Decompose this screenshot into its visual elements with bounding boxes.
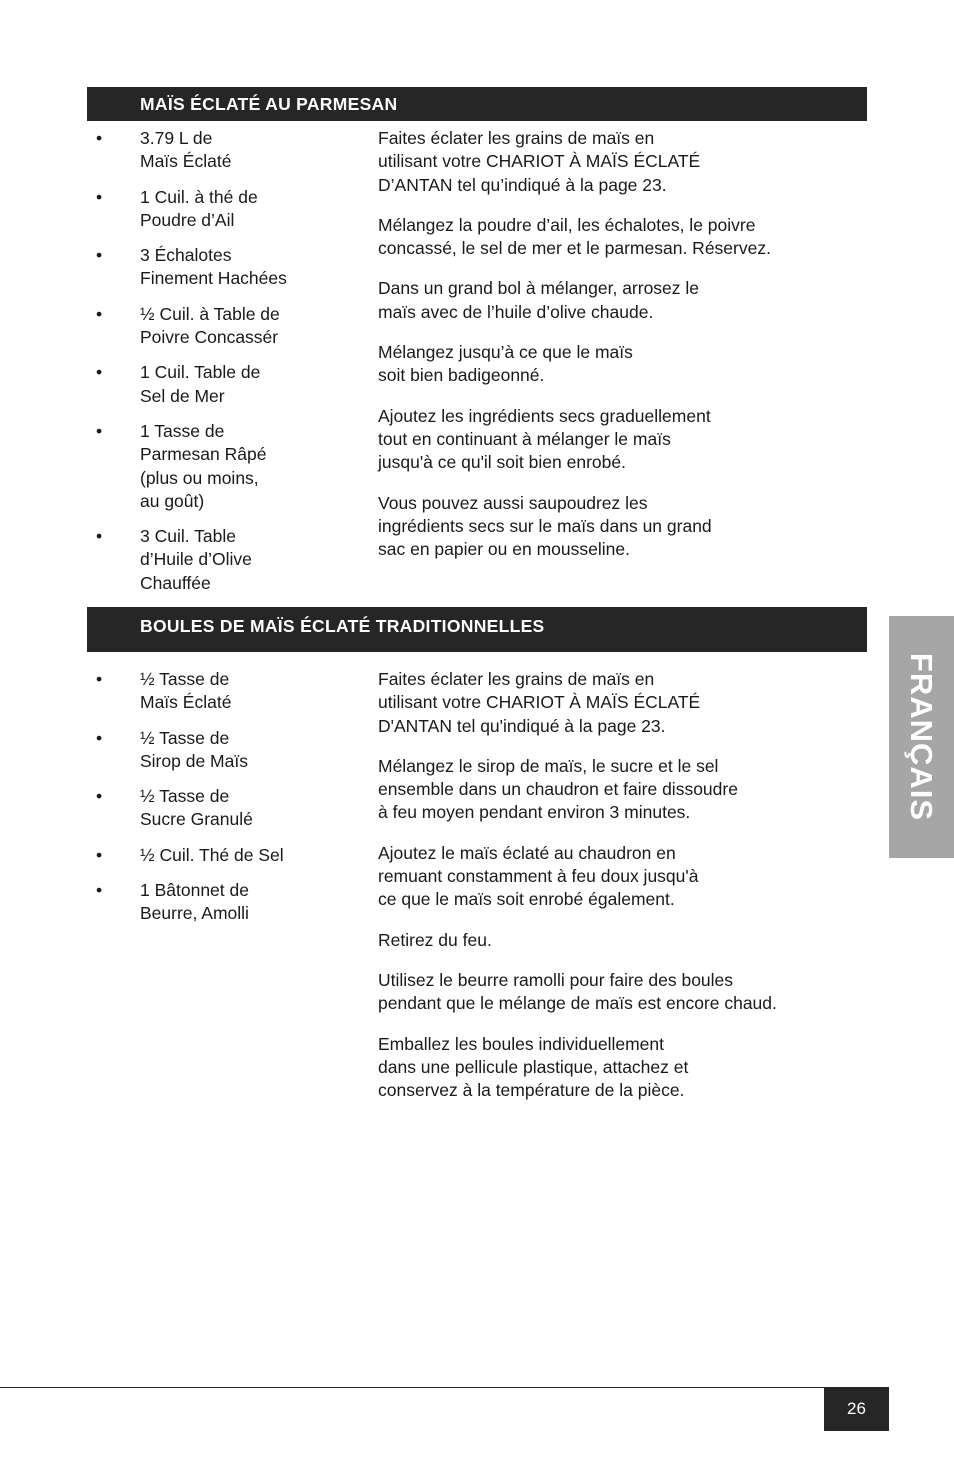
recipe2-ingredients-list: [87, 668, 327, 938]
list-item: [87, 879, 327, 926]
list-item: [87, 186, 327, 233]
step-paragraph: Emballez les boules individuellement dans une pellicule plastique, attachez et conservez à la température de la pièce.: [378, 1033, 689, 1101]
step-paragraph: Ajoutez les ingrédients secs graduellement tout en continuant à mélanger le maïs jusqu'à ce qu'il soit bien enrobé.: [378, 405, 711, 473]
ingredient-text: 3 Cuil. Table d’Huile d’Olive Chauffée: [140, 526, 252, 593]
recipe2-title-bar: [87, 607, 867, 652]
step-paragraph: Vous pouvez aussi saupoudrez les ingrédients secs sur le maïs dans un grand sac en papier ou en mousseline.: [378, 492, 712, 560]
ingredient-text: 3 Échalotes Finement Hachées: [140, 245, 287, 289]
bullet-icon: •: [96, 128, 103, 148]
list-item: [87, 668, 327, 715]
language-tab-label: FRANÇAIS: [904, 652, 940, 822]
bullet-icon: •: [96, 669, 103, 689]
bullet-icon: •: [96, 526, 103, 547]
ingredient-text: 1 Tasse de Parmesan Râpé (plus ou moins, au goût): [140, 420, 267, 511]
list-item: [87, 785, 327, 832]
ingredient-text: ½ Tasse de Sirop de Maïs: [140, 727, 248, 771]
ingredient-text: ½ Cuil. à Table de Poivre Concassér: [140, 303, 280, 348]
bullet-icon: •: [96, 844, 103, 865]
ingredient-text: 1 Cuil. Table de Sel de Mer: [140, 362, 261, 406]
recipe1-steps: [378, 127, 858, 578]
list-item: [87, 127, 327, 174]
recipe2-steps: [378, 668, 858, 1119]
ingredient-text: 1 Bâtonnet de Beurre, Amolli: [140, 880, 249, 924]
list-item: [87, 303, 327, 350]
recipe2-title: BOULES DE MAÏS ÉCLATÉ TRADITIONNELLES: [140, 616, 545, 636]
bullet-icon: •: [96, 186, 103, 207]
step-paragraph: Mélangez le sirop de maïs, le sucre et le sel ensemble dans un chaudron et faire dissoudre à feu moyen pendant environ 3 minutes.: [378, 755, 738, 823]
list-item: [87, 244, 327, 291]
footer-divider: [0, 1387, 889, 1388]
ingredient-text: ½ Cuil. Thé de Sel: [140, 844, 284, 865]
step-paragraph: Faites éclater les grains de maïs en utilisant votre CHARIOT À MAÏS ÉCLATÉ D’ANTAN tel qu’indiqué à la page 23.: [378, 128, 701, 195]
bullet-icon: •: [96, 880, 103, 901]
page-number-text: 26: [847, 1399, 866, 1418]
list-item: [87, 844, 327, 867]
page-number: [824, 1387, 889, 1431]
bullet-icon: •: [96, 786, 103, 807]
step-paragraph: Retirez du feu.: [378, 929, 492, 950]
recipe1-title: MAÏS ÉCLATÉ AU PARMESAN: [140, 94, 398, 114]
step-paragraph: Mélangez la poudre d’ail, les échalotes, le poivre concassé, le sel de mer et le parmesan. Réservez.: [378, 214, 771, 259]
bullet-icon: •: [96, 362, 103, 383]
step-paragraph: Ajoutez le maïs éclaté au chaudron en remuant constamment à feu doux jusqu'à ce que le maïs soit enrobé également.: [378, 842, 699, 910]
ingredient-text: ½ Tasse de Maïs Éclaté: [140, 669, 232, 713]
language-tab: [889, 616, 954, 858]
bullet-icon: •: [96, 727, 103, 748]
list-item: [87, 525, 327, 595]
step-paragraph: Dans un grand bol à mélanger, arrosez le maïs avec de l’huile d’olive chaude.: [378, 278, 700, 322]
recipe1-title-bar: [87, 87, 867, 121]
step-paragraph: Faites éclater les grains de maïs en utilisant votre CHARIOT À MAÏS ÉCLATÉ D'ANTAN tel qu'indiqué à la page 23.: [378, 669, 701, 736]
bullet-icon: •: [96, 245, 103, 266]
list-item: [87, 727, 327, 774]
bullet-icon: •: [96, 420, 103, 441]
recipe1-ingredients-list: [87, 127, 327, 607]
list-item: [87, 420, 327, 513]
ingredient-text: 3.79 L de Maïs Éclaté: [140, 128, 232, 172]
step-paragraph: Utilisez le beurre ramolli pour faire des boules pendant que le mélange de maïs est encore chaud.: [378, 969, 777, 1014]
step-paragraph: Mélangez jusqu’à ce que le maïs soit bien badigeonné.: [378, 342, 633, 386]
ingredient-text: 1 Cuil. à thé de Poudre d’Ail: [140, 186, 258, 230]
list-item: [87, 361, 327, 408]
ingredient-text: ½ Tasse de Sucre Granulé: [140, 786, 253, 830]
bullet-icon: •: [96, 303, 103, 324]
